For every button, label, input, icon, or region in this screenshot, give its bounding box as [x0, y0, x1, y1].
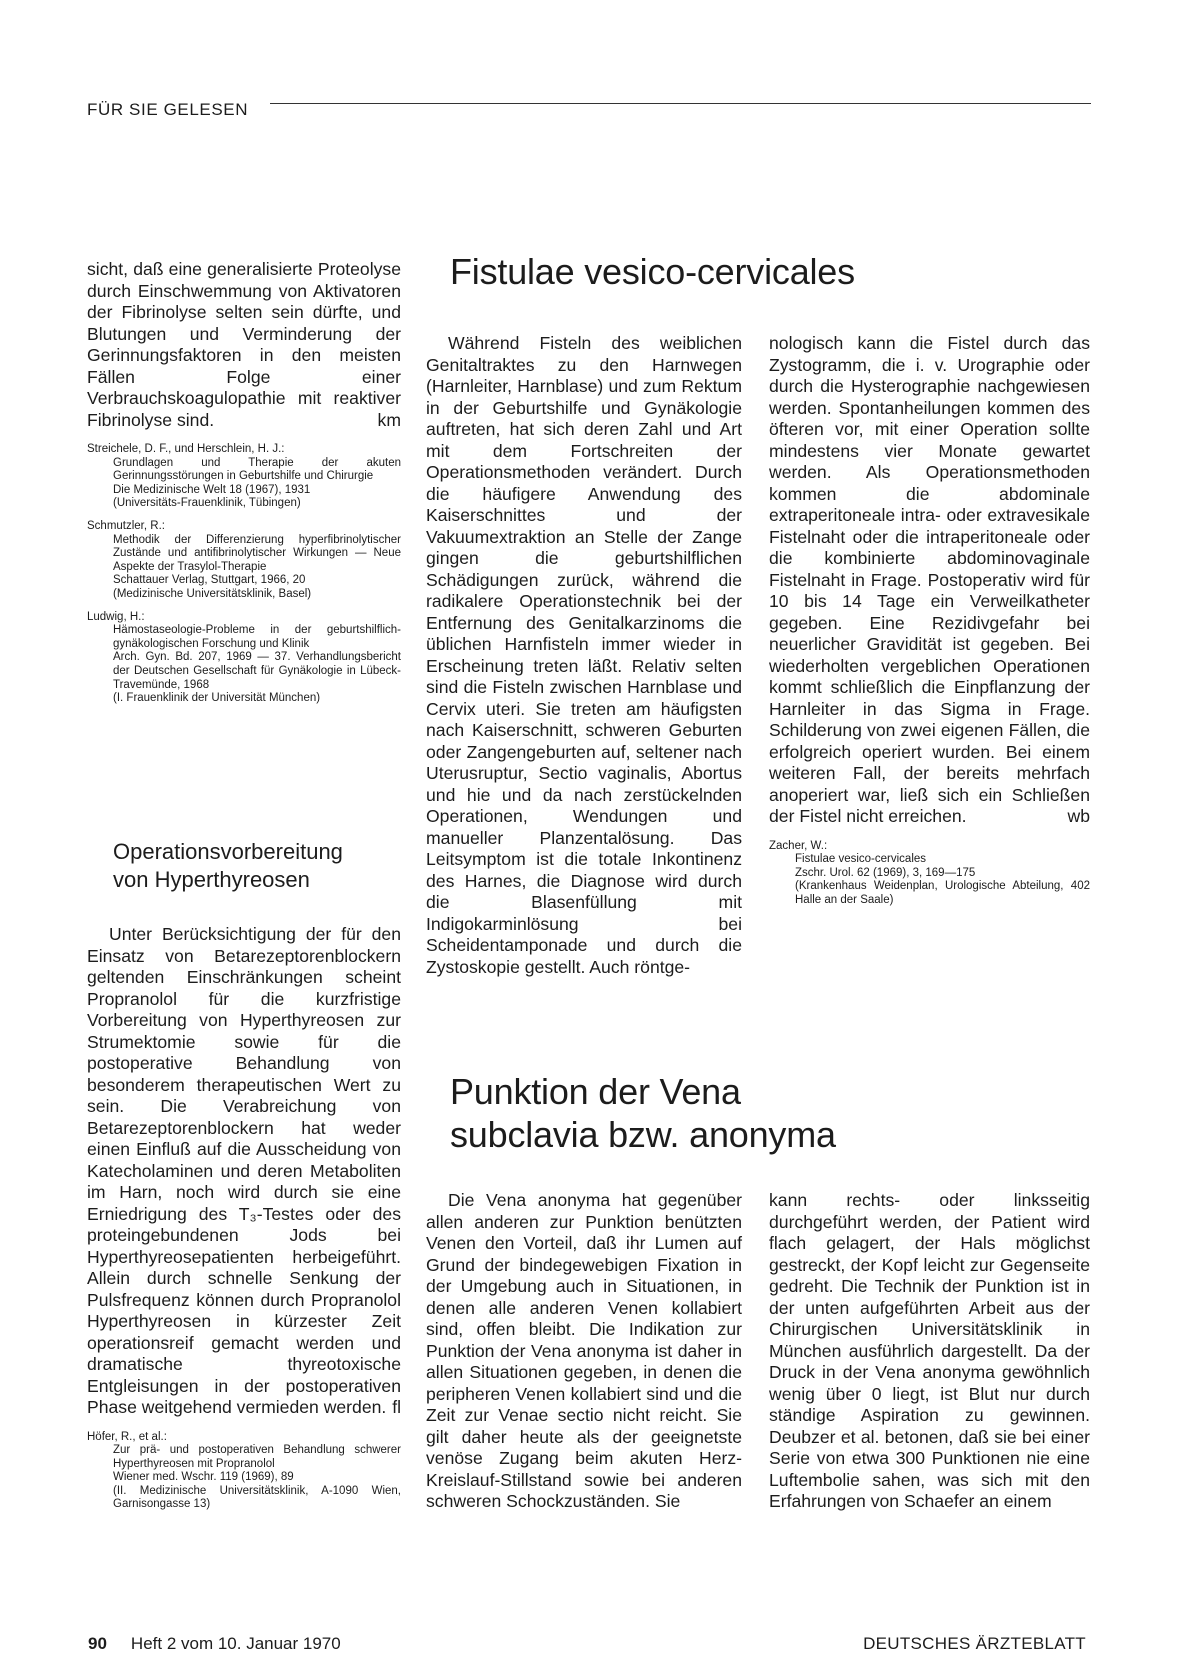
- article-text: kann rechts- oder linksseitig durchgeführt werden, der Patient wird flach gelagert, der Hals möglichst gestreckt, der Kopf leicht zur Gegenseite gedreht. Die Technik der Punktion ist in der unten aufgeführten Arbeit aus der Chirurgischen Universitätsklinik in München ausführlich dargestellt. Da der Druck in der Vena anonyma gewöhnlich wenig über 0 liegt, ist Blut nur durch ständige Aspiration zu gewinnen. Deubzer et al. betonen, daß sie bei einer Serie von etwa 300 Punktionen nie eine Luftembolie sahen, was sich mit den Erfahrungen von Schaefer an einem: [769, 1190, 1090, 1511]
- reference-line: Zur prä- und postoperativen Behandlung schwerer Hyperthyreosen mit Propranolol: [113, 1444, 401, 1470]
- author-signature: wb: [1067, 806, 1090, 826]
- reference-line: Fistulae vesico-cervicales: [795, 853, 927, 866]
- reference-line: (Universitäts-Frauenklinik, Tübingen): [113, 497, 301, 510]
- column-left: [87, 259, 401, 706]
- reference-author: Ludwig, H.:: [87, 610, 145, 623]
- reference-line: Grundlagen und Therapie der akuten Gerinnungsstörungen in Geburtshilfe und Chirurgie: [113, 456, 401, 483]
- intro-text: sicht, daß eine generalisierte Proteolyse durch Einschwemmung von Aktivatoren der Fibrinolyse selten sein dürfte, und Blutungen und Verminderung der Gerinnungsfaktoren in den meisten Fällen Folge einer Verbrauchskoagulopathie mit reaktiver Fibrinolyse sind. km: [87, 259, 401, 430]
- article-title: subclavia bzw. anonyma: [450, 1114, 836, 1155]
- reference-line: Die Medizinische Welt 18 (1967), 1931: [113, 483, 311, 496]
- article-title: Punktion der Vena: [450, 1071, 741, 1112]
- reference-line: Wiener med. Wschr. 119 (1969), 89: [113, 1471, 294, 1484]
- reference: [769, 840, 1090, 908]
- article-hyperthyreose: [87, 924, 401, 1512]
- reference: [87, 1431, 401, 1513]
- reference-line: (I. Frauenklinik der Universität München): [113, 692, 321, 705]
- article-heading-vena: [450, 1070, 836, 1156]
- section-label: FÜR SIE GELESEN: [87, 100, 249, 119]
- author-signature: km: [377, 409, 401, 430]
- reference-line: Methodik der Differenzierung hyperfibrinolytischer Zustände und antifibrinolytischer Wirkungen — Neue Aspekte der Trasylol-Therapie: [113, 533, 401, 573]
- article-title: Operationsvorbereitung: [113, 839, 343, 864]
- footer-issue: [88, 1634, 341, 1654]
- article-title: von Hyperthyreosen: [113, 867, 310, 892]
- reference-author: Höfer, R., et al.:: [87, 1430, 167, 1443]
- article-text: Während Fisteln des weiblichen Genitaltraktes zu den Harnwegen (Harnleiter, Harnblase) und zum Rektum in der Geburtshilfe und Gynäkologie auftreten, hat sich deren Zahl und Art mit dem Fortschreiten der Operationsmethoden verändert. Durch die häufigere Anwendung des Kaiserschnittes und der Vakuumextraktion an Stelle der Zange gingen die geburtshilflichen Schädigungen zurück, während die radikalere Operationstechnik bei der Entfernung des Genitalkarzinoms die üblichen Harnfisteln immer wieder in Erscheinung treten läßt. Relativ selten sind die Fisteln zwischen Harnblase und Cervix uteri. Sie treten am häufigsten nach Kaiserschnitt, schweren Geburten oder Zangengeburten auf, seltener nach Uterusruptur, Sectio vaginalis, Abortus und hie und da nach zerstückelnden Operationen, Wendungen und manueller Planzentalösung. Das Leitsymptom ist die totale Inkontinenz des Harnes, die Diagnose wird durch die Blasenfüllung mit Indigokarminlösung bei Scheidentamponade und durch die Zystoskopie gestellt. Auch röntge-: [426, 333, 742, 977]
- article-text: Die Vena anonyma hat gegenüber allen anderen zur Punktion benützten Venen den Vorteil, daß ihr Lumen auf Grund der bindegewebigen Fixation in der Umgebung auch in Situationen, in denen alle anderen Venen kollabiert sind, offen bleibt. Die Indikation zur Punktion der Vena anonyma ist daher in allen Situationen gegeben, in denen die peripheren Venen kollabiert sind und die Zeit zur Venae sectio nicht reicht. Sie gilt daher heute als der geeignetste venöse Zugang beim akuten Herz-Kreislauf-Stillstand sowie bei anderen schweren Schockzuständen. Sie: [426, 1190, 742, 1511]
- header-rule: [270, 103, 1091, 104]
- page-number: 90: [88, 1634, 107, 1653]
- journal-name: DEUTSCHES ÄRZTEBLATT: [863, 1634, 1086, 1653]
- article-heading-hyperthyreose: [113, 838, 401, 894]
- reference-author: Zacher, W.:: [769, 839, 828, 852]
- reference-line: Schattauer Verlag, Stuttgart, 1966, 20: [113, 574, 306, 587]
- reference-list: [87, 443, 401, 706]
- reference-line: (II. Medizinische Universitätsklinik, A-1090 Wien, Garnisongasse 13): [113, 1484, 401, 1511]
- reference-author: Schmutzler, R.:: [87, 519, 165, 532]
- article-text: nologisch kann die Fistel durch das Zystogramm, die i. v. Urographie oder durch die Hysterographie nachgewiesen werden. Spontanheilungen kommen des öfteren vor, mit einer Operation sollte mindestens vier Monate gewartet werden. Als Operationsmethoden kommen die abdominale extraperitoneale intra- oder extravesikale Fistelnaht oder die intraperitoneale oder die kombinierte abdominovaginale Fistelnaht in Frage. Postoperativ wird für 10 bis 14 Tage ein Verweilkatheter gegeben. Eine Rezidivgefahr bei neuerlicher Gravidität ist gegeben. Bei wiederholten vergeblichen Operationen kommt schließlich die Einpflanzung der Harnleiter in das Sigma in Frage. Schilderung von zwei eigenen Fällen, die erfolgreich operiert wurden. Bei einem weiteren Fall, der bereits mehrfach anoperiert war, ließ sich ein Schließen der Fistel nicht erreichen. wb: [769, 333, 1090, 826]
- reference-author: Streichele, D. F., und Herschlein, H. J.:: [87, 443, 285, 455]
- reference-line: Arch. Gyn. Bd. 207, 1969 — 37. Verhandlungsbericht der Deutschen Gesellschaft für Gynäkologie in Lübeck-Travemünde, 1968: [113, 651, 401, 691]
- reference-line: (Krankenhaus Weidenplan, Urologische Abteilung, 402 Halle an der Saale): [795, 880, 1090, 906]
- article-fistulae-col-a: [426, 333, 742, 978]
- reference-line: (Medizinische Universitätsklinik, Basel): [113, 587, 312, 600]
- issue-info: Heft 2 vom 10. Januar 1970: [130, 1634, 341, 1653]
- article-title: Fistulae vesico-cervicales: [450, 251, 855, 292]
- article-text: Unter Berücksichtigung der für den Einsatz von Betarezeptorenblockern geltenden Einschränkungen scheint Propranolol für die kurzfristige Vorbereitung von Hyperthyreosen zur Strumektomie sowie für die postoperative Behandlung von besonderem therapeutischen Wert zu sein. Die Verabreichung von Betarezeptorenblockern hat weder einen Einfluß auf die Ausscheidung von Katecholaminen und deren Metaboliten im Harn, noch wird durch sie eine Erniedrigung des T₃-Testes oder des proteingebundenen Jods bei Hyperthyreosepatienten herbeigeführt. Allein durch schnelle Senkung der Pulsfrequenz können durch Propranolol Hyperthyreosen in kürzester Zeit operationsreif gemacht werden und dramatische thyreotoxische Entgleisungen in der postoperativen Phase weitgehend vermieden werden. fl: [87, 924, 401, 1417]
- article-vena-col-b: [769, 1190, 1090, 1513]
- reference-line: Zschr. Urol. 62 (1969), 3, 169—175: [795, 866, 976, 879]
- article-vena-col-a: [426, 1190, 742, 1513]
- author-signature: fl: [392, 1397, 401, 1417]
- reference-line: Hämostaseologie-Probleme in der geburtshilflich-gynäkologischen Forschung und Klinik: [113, 624, 401, 650]
- article-fistulae-col-b: [769, 333, 1090, 907]
